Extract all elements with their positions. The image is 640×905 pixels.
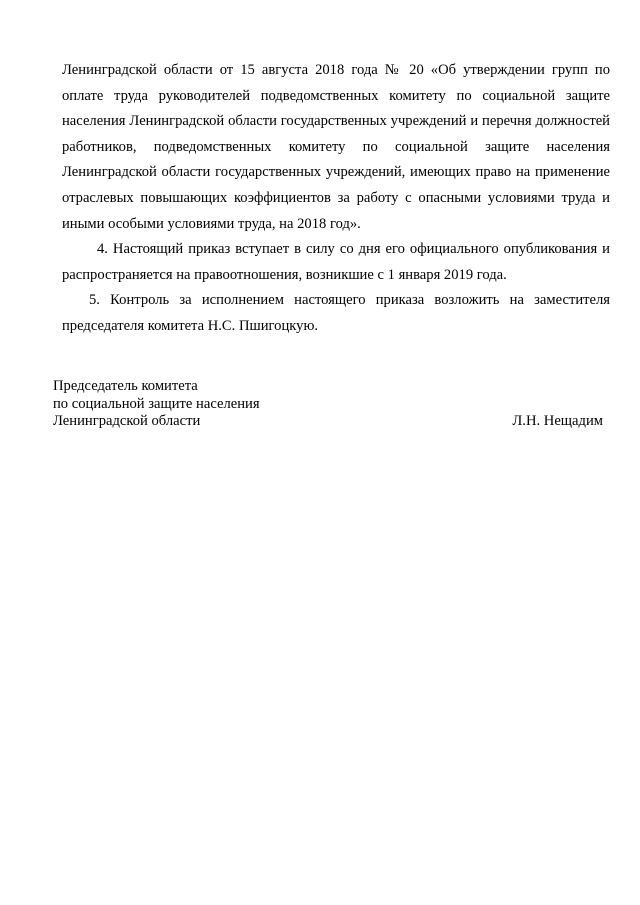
signatory-position-line: Ленинградской области bbox=[53, 413, 201, 429]
paragraph-item-5: 5. Контроль за исполнением настоящего приказа возложить на заместителя председателя комитета Н.С. Пшигоцкую. bbox=[62, 292, 610, 334]
signatory-position-line: по социальной защите населения bbox=[53, 395, 260, 412]
signature-block bbox=[53, 378, 608, 431]
signatory-position-line: Председатель комитета bbox=[53, 378, 198, 394]
paragraph-item-4: 4. Настоящий приказ вступает в силу со дня его официального опубликования и распространяется на правоотношения, возникшие с 1 января 2019 года. bbox=[62, 241, 610, 283]
signatory-name: Л.Н. Нещадим bbox=[512, 413, 603, 429]
paragraph-continuation: Ленинградской области от 15 августа 2018 года № 20 «Об утверждении групп по оплате труда руководителей подведомственных комитету по социальной защите населения Ленинградской области государственных учреждений и перечня должностей работников, подведомственных комитету по социальной защите населения Ленинградской области государственных учреждений, имеющих право на применение отраслевых повышающих коэффициентов за работу с опасными условиями труда и иными особыми условиями труда, на 2018 год». bbox=[62, 62, 610, 232]
document-body bbox=[62, 58, 610, 340]
